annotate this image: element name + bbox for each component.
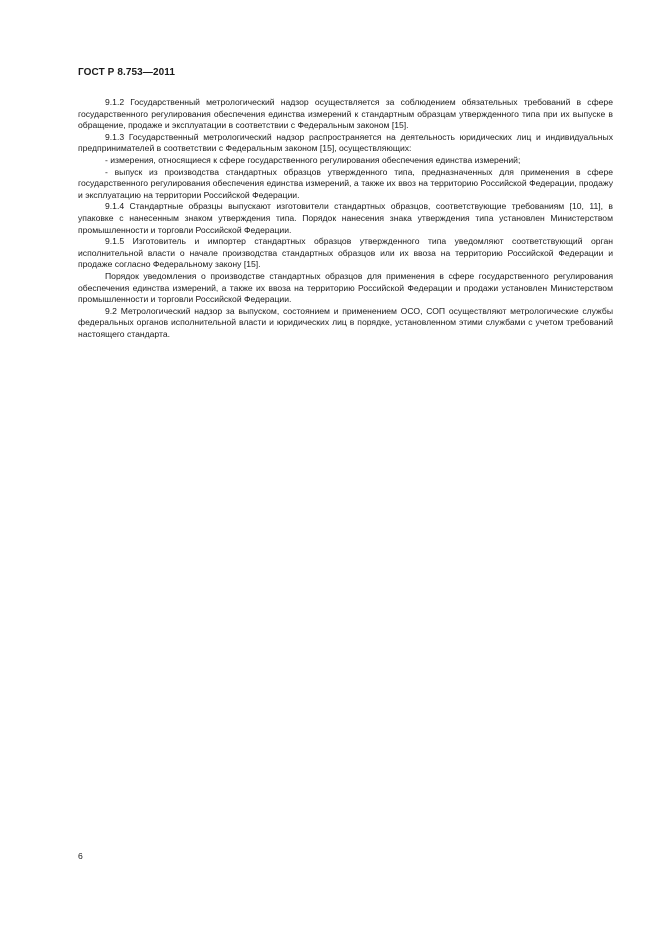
document-header: ГОСТ Р 8.753—2011 <box>78 67 176 78</box>
paragraph-9-1-2: 9.1.2 Государственный метрологический надзор осуществляется за соблюдением обязательных требований в сфере государственного регулирования обеспечения единства измерений к стандартным образцам утвержденного типа при их выпуске в обращение, продаже и эксплуатации в соответствии с Федеральным законом [15]. <box>78 97 613 131</box>
list-item-measurements: - измерения, относящиеся к сфере государственного регулирования обеспечения единства измерений; <box>105 154 521 165</box>
paragraph-9-1-5: 9.1.5 Изготовитель и импортер стандартных образцов утвержденного типа уведомляют соответствующий орган исполнительной власти о начале производства стандартных образцов или их ввоза на территорию Российской Федерации и продаже согласно Федеральному закону [15]. <box>78 236 613 270</box>
paragraph-9-1-3: 9.1.3 Государственный метрологический надзор распространяется на деятельность юридических лиц и индивидуальных предпринимателей в соответствии с Федеральным законом [15], осуществляющих: <box>78 131 613 154</box>
paragraph-9-2: 9.2 Метрологический надзор за выпуском, состоянием и применением ОСО, СОП осуществляют метрологические службы федеральных органов исполнительной власти и юридических лиц в порядке, установленном этими службами с учетом требований настоящего стандарта. <box>78 305 613 339</box>
page-number: 6 <box>78 851 83 861</box>
paragraph-notification-order: Порядок уведомления о производстве стандартных образцов для применения в сфере государственного регулирования обеспечения единства измерений, а также их ввоза на территорию Российской Федерации и продажи установлен Министерством промышленности и торговли Российской Федерации. <box>78 270 613 305</box>
document-body <box>78 97 613 340</box>
list-item-production: - выпуск из производства стандартных образцов утвержденного типа, предназначенных для применения в сфере государственного регулирования обеспечения единства измерений, а также их ввоз на территорию Российской Федерации, продажу и эксплуатацию на территории Российской Федерации. <box>78 166 613 200</box>
paragraph-9-1-4: 9.1.4 Стандартные образцы выпускают изготовители стандартных образцов, соответствующие требованиям [10, 11], в упаковке с нанесенным знаком утверждения типа. Порядок нанесения знака утверждения типа установлен Министерством промышленности и торговли Российской Федерации. <box>78 201 613 235</box>
